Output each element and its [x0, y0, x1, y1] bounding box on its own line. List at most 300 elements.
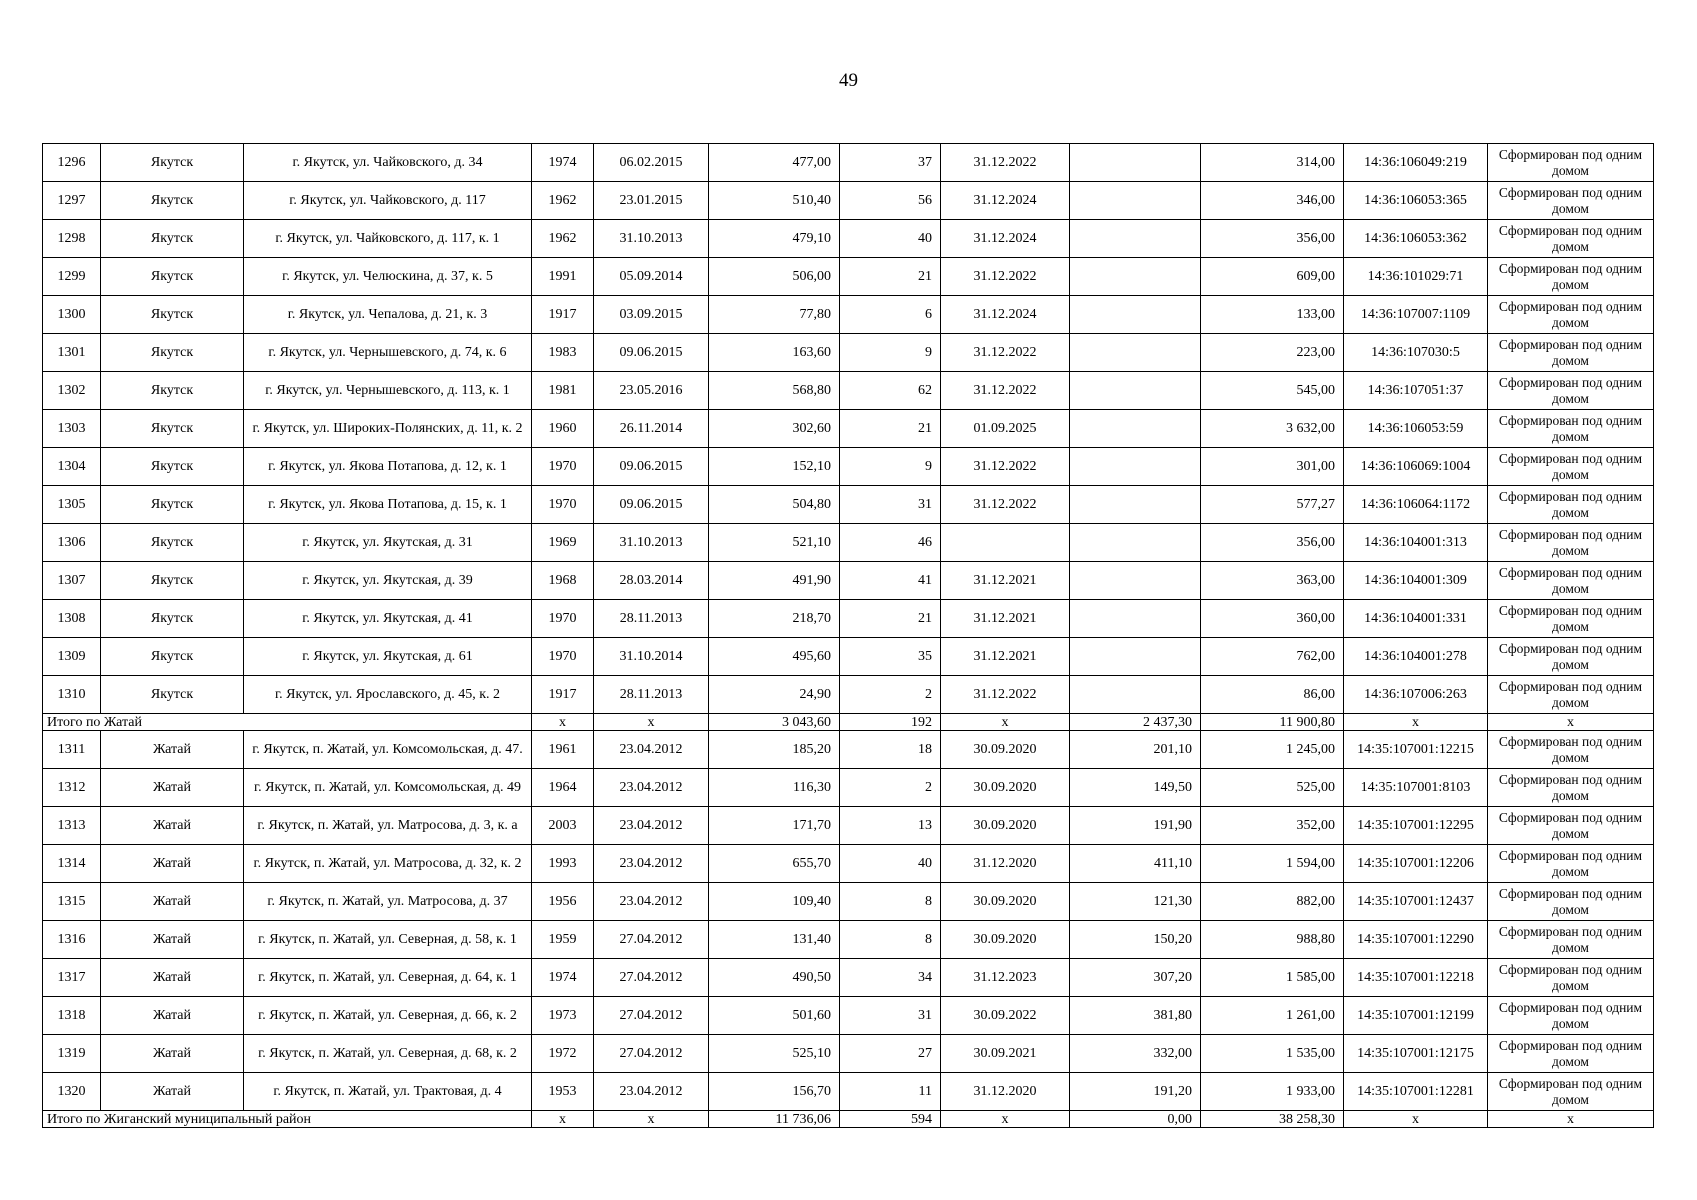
row-number-cell: 1297	[43, 182, 101, 220]
address-cell: г. Якутск, ул. Челюскина, д. 37, к. 5	[244, 258, 532, 296]
cadastral-number-cell: 14:35:107001:12199	[1344, 997, 1488, 1035]
area-cell: 490,50	[709, 959, 840, 997]
year-cell: 1968	[532, 562, 594, 600]
resettlement-date-cell: 31.12.2024	[941, 182, 1070, 220]
resettlement-date-cell: 30.09.2020	[941, 769, 1070, 807]
resettlement-date-cell: 31.12.2024	[941, 296, 1070, 334]
land-status-cell: Сформирован под одним домом	[1488, 731, 1654, 769]
page-number: 49	[839, 70, 858, 91]
address-cell: г. Якутск, п. Жатай, ул. Матросова, д. 3, к. а	[244, 807, 532, 845]
area-secondary-cell: 411,10	[1070, 845, 1201, 883]
table-row	[43, 220, 1654, 258]
recognition-date-cell: 28.11.2013	[594, 676, 709, 714]
row-number-cell: 1315	[43, 883, 101, 921]
recognition-date-cell: 23.04.2012	[594, 845, 709, 883]
area-secondary-cell	[1070, 448, 1201, 486]
resettlement-date-cell: 31.12.2024	[941, 220, 1070, 258]
area-cell: 109,40	[709, 883, 840, 921]
cadastral-number-cell: 14:36:106064:1172	[1344, 486, 1488, 524]
land-area-cell: 1 535,00	[1201, 1035, 1344, 1073]
area-secondary-cell: 121,30	[1070, 883, 1201, 921]
settlement-cell: Якутск	[101, 182, 244, 220]
area-secondary-cell	[1070, 258, 1201, 296]
land-area-cell: 356,00	[1201, 524, 1344, 562]
subtotal-date-cell: x	[594, 714, 709, 731]
land-status-cell: Сформирован под одним домом	[1488, 769, 1654, 807]
recognition-date-cell: 28.11.2013	[594, 600, 709, 638]
area-cell: 24,90	[709, 676, 840, 714]
subtotal-plan-date-cell: x	[941, 714, 1070, 731]
settlement-cell: Якутск	[101, 448, 244, 486]
recognition-date-cell: 23.04.2012	[594, 883, 709, 921]
area-cell: 185,20	[709, 731, 840, 769]
settlement-cell: Якутск	[101, 638, 244, 676]
land-area-cell: 356,00	[1201, 220, 1344, 258]
subtotal-area-secondary-cell: 2 437,30	[1070, 714, 1201, 731]
row-number-cell: 1317	[43, 959, 101, 997]
cadastral-number-cell: 14:36:107006:263	[1344, 676, 1488, 714]
address-cell: г. Якутск, ул. Чепалова, д. 21, к. 3	[244, 296, 532, 334]
land-area-cell: 360,00	[1201, 600, 1344, 638]
settlement-cell: Жатай	[101, 1073, 244, 1111]
subtotal-area-cell: 3 043,60	[709, 714, 840, 731]
area-secondary-cell	[1070, 638, 1201, 676]
table-row	[43, 258, 1654, 296]
year-cell: 1974	[532, 959, 594, 997]
area-secondary-cell: 191,20	[1070, 1073, 1201, 1111]
cadastral-number-cell: 14:36:104001:331	[1344, 600, 1488, 638]
area-cell: 479,10	[709, 220, 840, 258]
cadastral-number-cell: 14:36:107007:1109	[1344, 296, 1488, 334]
area-cell: 477,00	[709, 144, 840, 182]
area-secondary-cell: 381,80	[1070, 997, 1201, 1035]
row-number-cell: 1311	[43, 731, 101, 769]
settlement-cell: Жатай	[101, 1035, 244, 1073]
table-row	[43, 1035, 1654, 1073]
residents-cell: 37	[840, 144, 941, 182]
recognition-date-cell: 23.04.2012	[594, 807, 709, 845]
resettlement-date-cell: 30.09.2020	[941, 807, 1070, 845]
residents-cell: 34	[840, 959, 941, 997]
table-row	[43, 372, 1654, 410]
settlement-cell: Якутск	[101, 258, 244, 296]
recognition-date-cell: 23.01.2015	[594, 182, 709, 220]
table-row	[43, 959, 1654, 997]
year-cell: 1974	[532, 144, 594, 182]
recognition-date-cell: 05.09.2014	[594, 258, 709, 296]
subtotal-land-area-cell: 11 900,80	[1201, 714, 1344, 731]
recognition-date-cell: 31.10.2013	[594, 220, 709, 258]
area-secondary-cell	[1070, 182, 1201, 220]
area-secondary-cell	[1070, 410, 1201, 448]
subtotal-label: Итого по Жатай	[43, 714, 532, 731]
subtotal-cadastral-cell: x	[1344, 1111, 1488, 1128]
address-cell: г. Якутск, п. Жатай, ул. Комсомольская, д. 49	[244, 769, 532, 807]
cadastral-number-cell: 14:36:107051:37	[1344, 372, 1488, 410]
table-row	[43, 769, 1654, 807]
address-cell: г. Якутск, ул. Ярославского, д. 45, к. 2	[244, 676, 532, 714]
cadastral-number-cell: 14:35:107001:12175	[1344, 1035, 1488, 1073]
cadastral-number-cell: 14:36:106053:362	[1344, 220, 1488, 258]
table-row	[43, 638, 1654, 676]
residents-cell: 27	[840, 1035, 941, 1073]
land-status-cell: Сформирован под одним домом	[1488, 1073, 1654, 1111]
address-cell: г. Якутск, п. Жатай, ул. Северная, д. 66, к. 2	[244, 997, 532, 1035]
cadastral-number-cell: 14:36:104001:309	[1344, 562, 1488, 600]
area-secondary-cell: 191,90	[1070, 807, 1201, 845]
recognition-date-cell: 27.04.2012	[594, 959, 709, 997]
housing-registry-table	[42, 143, 1654, 1128]
table-row	[43, 676, 1654, 714]
area-cell: 510,40	[709, 182, 840, 220]
table-body-jatay	[43, 731, 1654, 1111]
recognition-date-cell: 23.04.2012	[594, 731, 709, 769]
year-cell: 1953	[532, 1073, 594, 1111]
table-row	[43, 562, 1654, 600]
area-secondary-cell	[1070, 372, 1201, 410]
resettlement-date-cell: 30.09.2020	[941, 731, 1070, 769]
address-cell: г. Якутск, п. Жатай, ул. Северная, д. 68, к. 2	[244, 1035, 532, 1073]
residents-cell: 41	[840, 562, 941, 600]
cadastral-number-cell: 14:35:107001:12281	[1344, 1073, 1488, 1111]
address-cell: г. Якутск, ул. Якутская, д. 39	[244, 562, 532, 600]
address-cell: г. Якутск, ул. Широких-Полянских, д. 11, к. 2	[244, 410, 532, 448]
year-cell: 1959	[532, 921, 594, 959]
land-status-cell: Сформирован под одним домом	[1488, 296, 1654, 334]
cadastral-number-cell: 14:35:107001:12290	[1344, 921, 1488, 959]
residents-cell: 9	[840, 334, 941, 372]
area-cell: 156,70	[709, 1073, 840, 1111]
row-number-cell: 1312	[43, 769, 101, 807]
address-cell: г. Якутск, ул. Чайковского, д. 117, к. 1	[244, 220, 532, 258]
land-status-cell: Сформирован под одним домом	[1488, 334, 1654, 372]
table-row	[43, 731, 1654, 769]
land-status-cell: Сформирован под одним домом	[1488, 410, 1654, 448]
area-secondary-cell	[1070, 486, 1201, 524]
land-area-cell: 525,00	[1201, 769, 1344, 807]
resettlement-date-cell: 31.12.2021	[941, 600, 1070, 638]
area-secondary-cell: 307,20	[1070, 959, 1201, 997]
year-cell: 1973	[532, 997, 594, 1035]
address-cell: г. Якутск, ул. Якутская, д. 61	[244, 638, 532, 676]
area-secondary-cell	[1070, 524, 1201, 562]
residents-cell: 11	[840, 1073, 941, 1111]
table-row	[43, 883, 1654, 921]
residents-cell: 35	[840, 638, 941, 676]
area-cell: 171,70	[709, 807, 840, 845]
land-status-cell: Сформирован под одним домом	[1488, 258, 1654, 296]
land-status-cell: Сформирован под одним домом	[1488, 562, 1654, 600]
settlement-cell: Якутск	[101, 676, 244, 714]
area-cell: 525,10	[709, 1035, 840, 1073]
land-area-cell: 762,00	[1201, 638, 1344, 676]
resettlement-date-cell: 31.12.2022	[941, 486, 1070, 524]
residents-cell: 62	[840, 372, 941, 410]
settlement-cell: Якутск	[101, 486, 244, 524]
residents-cell: 6	[840, 296, 941, 334]
subtotal-year-cell: x	[532, 714, 594, 731]
residents-cell: 46	[840, 524, 941, 562]
cadastral-number-cell: 14:36:107030:5	[1344, 334, 1488, 372]
address-cell: г. Якутск, ул. Чернышевского, д. 113, к. 1	[244, 372, 532, 410]
row-number-cell: 1301	[43, 334, 101, 372]
row-number-cell: 1298	[43, 220, 101, 258]
cadastral-number-cell: 14:36:106053:365	[1344, 182, 1488, 220]
table-row	[43, 182, 1654, 220]
year-cell: 1956	[532, 883, 594, 921]
land-area-cell: 314,00	[1201, 144, 1344, 182]
land-area-cell: 133,00	[1201, 296, 1344, 334]
area-cell: 163,60	[709, 334, 840, 372]
subtotal-cadastral-cell: x	[1344, 714, 1488, 731]
settlement-cell: Жатай	[101, 997, 244, 1035]
area-cell: 495,60	[709, 638, 840, 676]
recognition-date-cell: 26.11.2014	[594, 410, 709, 448]
settlement-cell: Якутск	[101, 296, 244, 334]
area-secondary-cell	[1070, 144, 1201, 182]
settlement-cell: Якутск	[101, 410, 244, 448]
row-number-cell: 1304	[43, 448, 101, 486]
address-cell: г. Якутск, п. Жатай, ул. Северная, д. 58, к. 1	[244, 921, 532, 959]
row-number-cell: 1316	[43, 921, 101, 959]
subtotal-date-cell: x	[594, 1111, 709, 1128]
area-secondary-cell	[1070, 600, 1201, 638]
recognition-date-cell: 31.10.2013	[594, 524, 709, 562]
table-row	[43, 486, 1654, 524]
recognition-date-cell: 03.09.2015	[594, 296, 709, 334]
table-row	[43, 410, 1654, 448]
land-status-cell: Сформирован под одним домом	[1488, 524, 1654, 562]
address-cell: г. Якутск, п. Жатай, ул. Матросова, д. 32, к. 2	[244, 845, 532, 883]
year-cell: 1961	[532, 731, 594, 769]
cadastral-number-cell: 14:35:107001:12218	[1344, 959, 1488, 997]
row-number-cell: 1313	[43, 807, 101, 845]
year-cell: 1972	[532, 1035, 594, 1073]
row-number-cell: 1318	[43, 997, 101, 1035]
table-row	[43, 921, 1654, 959]
area-cell: 521,10	[709, 524, 840, 562]
year-cell: 1970	[532, 600, 594, 638]
land-area-cell: 363,00	[1201, 562, 1344, 600]
recognition-date-cell: 23.04.2012	[594, 769, 709, 807]
resettlement-date-cell: 30.09.2022	[941, 997, 1070, 1035]
year-cell: 1969	[532, 524, 594, 562]
table-row	[43, 144, 1654, 182]
land-status-cell: Сформирован под одним домом	[1488, 997, 1654, 1035]
row-number-cell: 1310	[43, 676, 101, 714]
settlement-cell: Жатай	[101, 731, 244, 769]
row-number-cell: 1300	[43, 296, 101, 334]
resettlement-date-cell: 31.12.2022	[941, 334, 1070, 372]
land-status-cell: Сформирован под одним домом	[1488, 600, 1654, 638]
area-cell: 77,80	[709, 296, 840, 334]
row-number-cell: 1307	[43, 562, 101, 600]
subtotal-area-secondary-cell: 0,00	[1070, 1111, 1201, 1128]
cadastral-number-cell: 14:36:104001:278	[1344, 638, 1488, 676]
table-row	[43, 845, 1654, 883]
year-cell: 1917	[532, 676, 594, 714]
row-number-cell: 1308	[43, 600, 101, 638]
area-cell: 491,90	[709, 562, 840, 600]
row-number-cell: 1319	[43, 1035, 101, 1073]
resettlement-date-cell: 31.12.2022	[941, 448, 1070, 486]
subtotal-land-area-cell: 38 258,30	[1201, 1111, 1344, 1128]
year-cell: 1983	[532, 334, 594, 372]
land-status-cell: Сформирован под одним домом	[1488, 845, 1654, 883]
cadastral-number-cell: 14:36:101029:71	[1344, 258, 1488, 296]
land-area-cell: 1 245,00	[1201, 731, 1344, 769]
resettlement-date-cell: 31.12.2023	[941, 959, 1070, 997]
year-cell: 1981	[532, 372, 594, 410]
resettlement-date-cell: 31.12.2022	[941, 676, 1070, 714]
table-body-jatay-yakutsk	[43, 144, 1654, 714]
resettlement-date-cell: 31.12.2020	[941, 1073, 1070, 1111]
land-status-cell: Сформирован под одним домом	[1488, 448, 1654, 486]
address-cell: г. Якутск, п. Жатай, ул. Северная, д. 64, к. 1	[244, 959, 532, 997]
row-number-cell: 1299	[43, 258, 101, 296]
land-area-cell: 223,00	[1201, 334, 1344, 372]
subtotal-row	[43, 714, 1654, 731]
row-number-cell: 1306	[43, 524, 101, 562]
recognition-date-cell: 09.06.2015	[594, 448, 709, 486]
cadastral-number-cell: 14:35:107001:12206	[1344, 845, 1488, 883]
land-status-cell: Сформирован под одним домом	[1488, 921, 1654, 959]
area-secondary-cell	[1070, 220, 1201, 258]
land-area-cell: 3 632,00	[1201, 410, 1344, 448]
residents-cell: 21	[840, 600, 941, 638]
residents-cell: 31	[840, 997, 941, 1035]
table-row	[43, 600, 1654, 638]
cadastral-number-cell: 14:36:106053:59	[1344, 410, 1488, 448]
address-cell: г. Якутск, ул. Чернышевского, д. 74, к. 6	[244, 334, 532, 372]
table-row	[43, 448, 1654, 486]
residents-cell: 8	[840, 921, 941, 959]
area-cell: 302,60	[709, 410, 840, 448]
area-secondary-cell: 201,10	[1070, 731, 1201, 769]
residents-cell: 13	[840, 807, 941, 845]
area-cell: 152,10	[709, 448, 840, 486]
resettlement-date-cell: 31.12.2022	[941, 258, 1070, 296]
land-area-cell: 1 261,00	[1201, 997, 1344, 1035]
area-cell: 501,60	[709, 997, 840, 1035]
resettlement-date-cell: 01.09.2025	[941, 410, 1070, 448]
area-secondary-cell	[1070, 562, 1201, 600]
area-secondary-cell: 149,50	[1070, 769, 1201, 807]
resettlement-date-cell: 31.12.2021	[941, 562, 1070, 600]
land-status-cell: Сформирован под одним домом	[1488, 959, 1654, 997]
recognition-date-cell: 28.03.2014	[594, 562, 709, 600]
land-status-cell: Сформирован под одним домом	[1488, 1035, 1654, 1073]
residents-cell: 9	[840, 448, 941, 486]
subtotal-status-cell: x	[1488, 714, 1654, 731]
residents-cell: 8	[840, 883, 941, 921]
resettlement-date-cell: 31.12.2020	[941, 845, 1070, 883]
settlement-cell: Якутск	[101, 524, 244, 562]
land-area-cell: 1 933,00	[1201, 1073, 1344, 1111]
recognition-date-cell: 09.06.2015	[594, 334, 709, 372]
settlement-cell: Жатай	[101, 959, 244, 997]
land-area-cell: 577,27	[1201, 486, 1344, 524]
year-cell: 1993	[532, 845, 594, 883]
year-cell: 1970	[532, 638, 594, 676]
area-cell: 655,70	[709, 845, 840, 883]
row-number-cell: 1303	[43, 410, 101, 448]
address-cell: г. Якутск, ул. Чайковского, д. 34	[244, 144, 532, 182]
settlement-cell: Якутск	[101, 144, 244, 182]
subtotal-label: Итого по Жиганский муниципальный район	[43, 1111, 532, 1128]
land-status-cell: Сформирован под одним домом	[1488, 182, 1654, 220]
recognition-date-cell: 06.02.2015	[594, 144, 709, 182]
area-secondary-cell	[1070, 296, 1201, 334]
year-cell: 1964	[532, 769, 594, 807]
cadastral-number-cell: 14:35:107001:8103	[1344, 769, 1488, 807]
land-area-cell: 346,00	[1201, 182, 1344, 220]
settlement-cell: Жатай	[101, 921, 244, 959]
subtotal-residents-cell: 192	[840, 714, 941, 731]
subtotal-area-cell: 11 736,06	[709, 1111, 840, 1128]
area-secondary-cell	[1070, 334, 1201, 372]
land-area-cell: 352,00	[1201, 807, 1344, 845]
area-cell: 218,70	[709, 600, 840, 638]
cadastral-number-cell: 14:35:107001:12295	[1344, 807, 1488, 845]
resettlement-date-cell: 30.09.2020	[941, 883, 1070, 921]
land-status-cell: Сформирован под одним домом	[1488, 486, 1654, 524]
recognition-date-cell: 31.10.2014	[594, 638, 709, 676]
settlement-cell: Жатай	[101, 807, 244, 845]
year-cell: 1970	[532, 486, 594, 524]
cadastral-number-cell: 14:36:106049:219	[1344, 144, 1488, 182]
row-number-cell: 1296	[43, 144, 101, 182]
table-row	[43, 334, 1654, 372]
cadastral-number-cell: 14:35:107001:12437	[1344, 883, 1488, 921]
land-status-cell: Сформирован под одним домом	[1488, 372, 1654, 410]
land-area-cell: 882,00	[1201, 883, 1344, 921]
subtotal-status-cell: x	[1488, 1111, 1654, 1128]
year-cell: 1960	[532, 410, 594, 448]
land-status-cell: Сформирован под одним домом	[1488, 144, 1654, 182]
resettlement-date-cell: 30.09.2020	[941, 921, 1070, 959]
year-cell: 1970	[532, 448, 594, 486]
subtotal-year-cell: x	[532, 1111, 594, 1128]
year-cell: 2003	[532, 807, 594, 845]
residents-cell: 56	[840, 182, 941, 220]
area-cell: 116,30	[709, 769, 840, 807]
address-cell: г. Якутск, ул. Якова Потапова, д. 15, к. 1	[244, 486, 532, 524]
year-cell: 1917	[532, 296, 594, 334]
row-number-cell: 1320	[43, 1073, 101, 1111]
row-number-cell: 1305	[43, 486, 101, 524]
area-secondary-cell	[1070, 676, 1201, 714]
area-secondary-cell: 332,00	[1070, 1035, 1201, 1073]
land-area-cell: 1 585,00	[1201, 959, 1344, 997]
land-area-cell: 1 594,00	[1201, 845, 1344, 883]
address-cell: г. Якутск, ул. Якутская, д. 31	[244, 524, 532, 562]
residents-cell: 21	[840, 258, 941, 296]
address-cell: г. Якутск, п. Жатай, ул. Комсомольская, д. 47.	[244, 731, 532, 769]
row-number-cell: 1309	[43, 638, 101, 676]
settlement-cell: Жатай	[101, 883, 244, 921]
area-secondary-cell: 150,20	[1070, 921, 1201, 959]
address-cell: г. Якутск, п. Жатай, ул. Трактовая, д. 4	[244, 1073, 532, 1111]
table-row	[43, 1073, 1654, 1111]
land-area-cell: 609,00	[1201, 258, 1344, 296]
settlement-cell: Якутск	[101, 562, 244, 600]
residents-cell: 40	[840, 845, 941, 883]
subtotal-jatay	[43, 714, 1654, 731]
settlement-cell: Якутск	[101, 600, 244, 638]
land-status-cell: Сформирован под одним домом	[1488, 807, 1654, 845]
resettlement-date-cell: 30.09.2021	[941, 1035, 1070, 1073]
